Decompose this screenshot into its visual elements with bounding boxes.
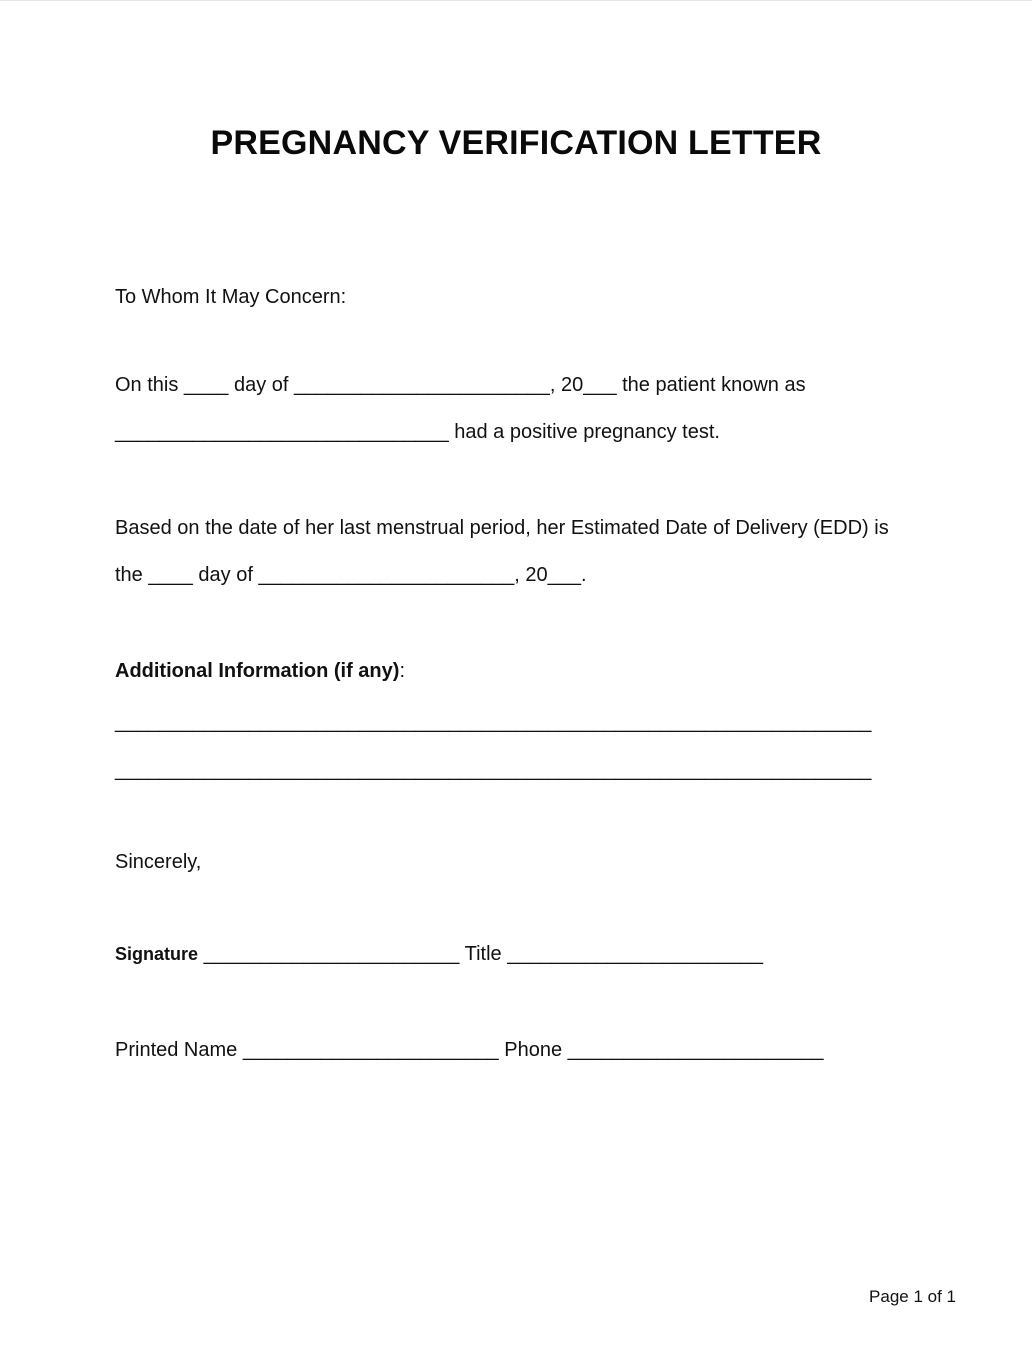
additional-info-blank-1: ____________________________________________________________________: [115, 711, 872, 733]
printed-name-label: Printed Name: [115, 1039, 238, 1061]
additional-info-colon: :: [399, 660, 405, 682]
closing: Sincerely,: [115, 851, 202, 873]
paragraph2-line1: Based on the date of her last menstrual period, her Estimated Date of Delivery (EDD) is: [115, 517, 889, 539]
phone-blank: _______________________: [562, 1039, 824, 1061]
additional-info-blank-2: ____________________________________________________________________: [115, 759, 872, 781]
title-label: Title: [464, 943, 502, 965]
additional-info-label: Additional Information (if any): [115, 660, 400, 682]
signature-label: Signature: [115, 944, 199, 964]
printed-name-row: [115, 1038, 823, 1062]
phone-label: Phone: [504, 1039, 563, 1061]
additional-info-heading: [115, 659, 405, 683]
page-number-footer: Page 1 of 1: [869, 1287, 956, 1306]
paragraph2-line2: the ____ day of _______________________, 20___.: [115, 564, 587, 586]
page-top-border: [0, 0, 1032, 1]
title-blank: _______________________: [501, 943, 764, 965]
paragraph1-line2: ______________________________ had a positive pregnancy test.: [115, 421, 720, 443]
salutation: To Whom It May Concern:: [115, 286, 347, 308]
signature-blank: _______________________: [198, 943, 465, 965]
printed-name-blank: _______________________: [237, 1039, 505, 1061]
paragraph1-line1: On this ____ day of _______________________, 20___ the patient known as: [115, 374, 806, 396]
signature-row: [115, 942, 763, 966]
document-title: PREGNANCY VERIFICATION LETTER: [210, 124, 822, 162]
